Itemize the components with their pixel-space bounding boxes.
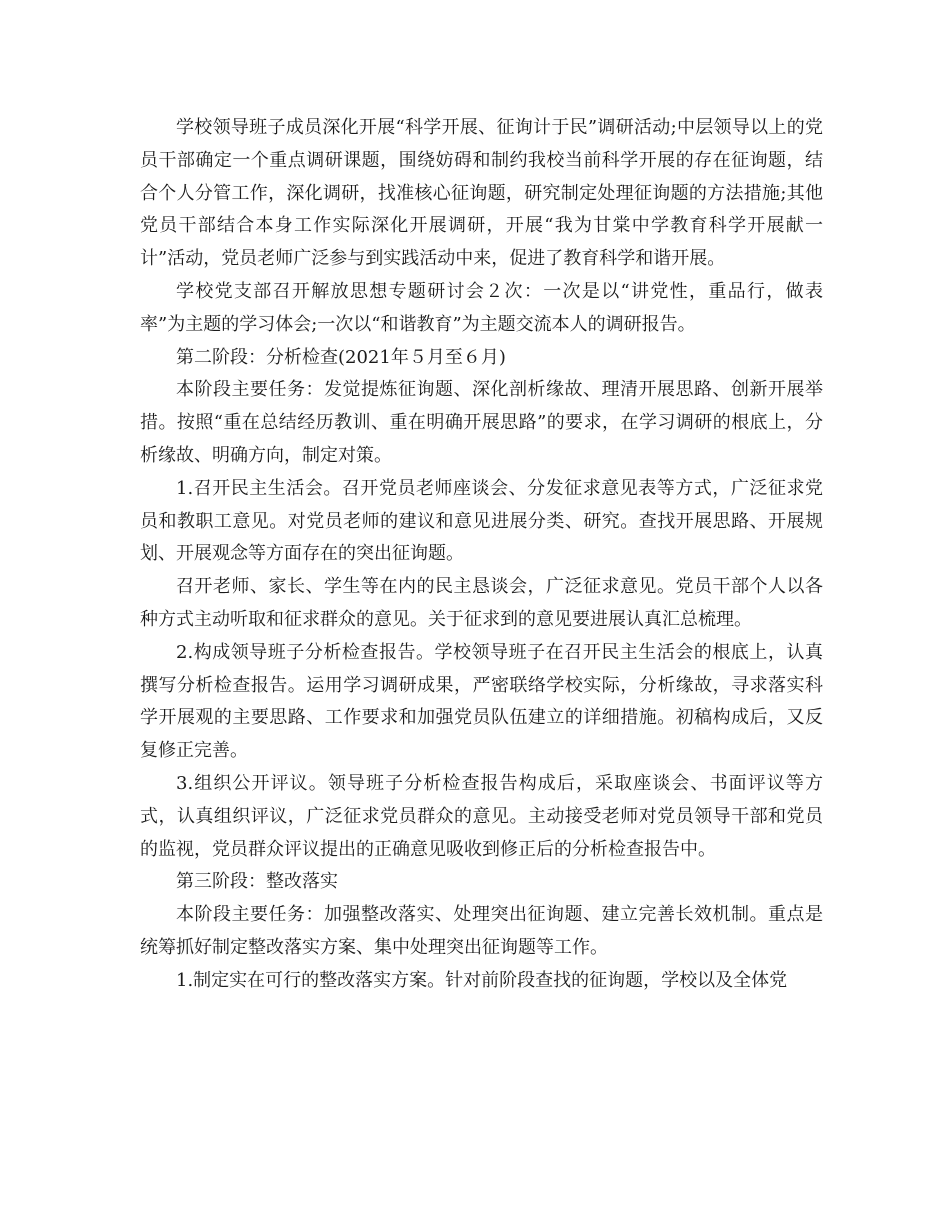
paragraph-democratic-meeting: 召开老师、家长、学生等在内的民主恳谈会，广泛征求意见。党员干部个人以各种方式主动听取和征求群众的意见。关于征求到的意见要进展认真汇总梳理。 [140,576,823,630]
paragraph-stage-three-tasks: 本阶段主要任务：加强整改落实、处理突出征询题、建立完善长效机制。重点是统筹抓好制定整改落实方案、集中处理突出征询题等工作。 [140,904,823,958]
paragraph-2: 学校党支部召开解放思想专题研讨会２次：一次是以“讲党性，重品行，做表率”为主题的学习体会;一次以“和谐教育”为主题交流本人的调研报告。 [140,280,823,335]
list-item-2: 2.构成领导班子分析检查报告。学校领导班子在召开民主生活会的根底上，认真撰写分析检查报告。运用学习调研成果，严密联络学校实际，分析缘故，寻求落实科学开展观的主要思路、工作要求和加强党员队伍建立的详细措施。初稿构成后，又反复修正完善。 [140,641,823,762]
list-item-1: 1.召开民主生活会。召开党员老师座谈会、分发征求意见表等方式，广泛征求党员和教职工意见。对党员老师的建议和意见进展分类、研究。查找开展思路、开展规划、开展观念等方面存在的突出征询题。 [140,477,823,565]
list-item-3: 3.组织公开评议。领导班子分析检查报告构成后，采取座谈会、书面评议等方式，认真组织评议，广泛征求党员群众的意见。主动接受老师对党员领导干部和党员的监视，党员群众评议提出的正确意见吸收到修正后的分析检查报告中。 [140,772,823,860]
list-item-stage-three-1: 1.制定实在可行的整改落实方案。针对前阶段查找的征询题，学校以及全体党 [176,969,788,991]
paragraph-stage-two-tasks: 本阶段主要任务：发觉提炼征询题、深化剖析缘故、理清开展思路、创新开展举措。按照“重在总结经历教训、重在明确开展思路”的要求，在学习调研的根底上，分析缘故、明确方向，制定对策。 [140,379,823,466]
document-page [140,112,823,998]
paragraph-1: 学校领导班子成员深化开展“科学开展、征询计于民”调研活动;中层领导以上的党员干部确定一个重点调研课题，围绕妨碍和制约我校当前科学开展的存在征询题，结合个人分管工作，深化调研，找准核心征询题，研究制定处理征询题的方法措施;其他党员干部结合本身工作实际深化开展调研，开展“我为甘棠中学教育科学开展献一计”活动，党员老师广泛参与到实践活动中来，促进了教育科学和谐开展。 [140,117,823,270]
section-heading-stage-three: 第三阶段：整改落实 [176,871,338,893]
section-heading-stage-two: 第二阶段：分析检查(2021年５月至６月) [176,346,506,368]
